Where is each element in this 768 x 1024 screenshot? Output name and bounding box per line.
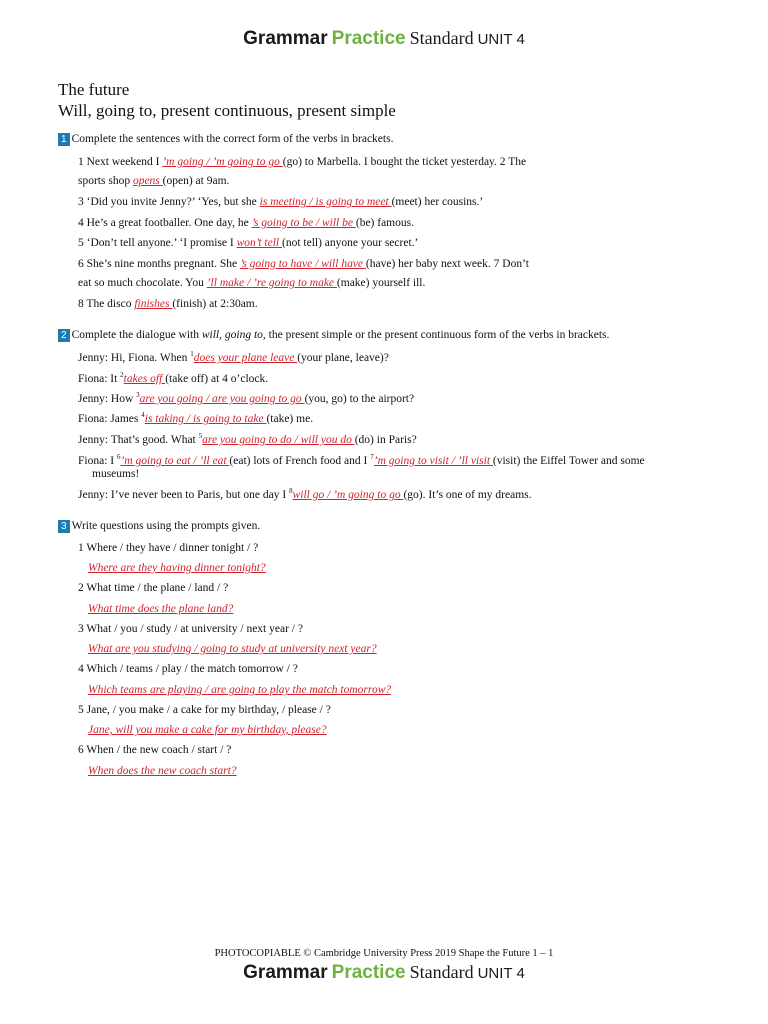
dialogue-line: Fiona: I $^6$’m going to eat / ’ll eat (eat) lots of French food and I $^7$’m going to visit / ’ll visit (visit) the Eiffel Tower and some — [78, 453, 645, 467]
header-practice: Practice — [331, 28, 406, 49]
answer-fill: ’m going to eat / ’ll eat — [120, 455, 230, 467]
answer-fill: finishes — [134, 298, 173, 310]
dialogue-line: Fiona: James $^4$is taking / is going to take (take) me. — [78, 411, 314, 425]
header-standard: Standard — [409, 28, 474, 48]
question-prompt: 3 What / you / study / at university / next year / ? — [78, 623, 303, 635]
answer-fill: ’m going to visit / ’ll visit — [373, 455, 493, 467]
answer-fill: will go / ’m going to go — [292, 489, 404, 501]
ex1-number-badge: 1 — [58, 133, 70, 146]
question-prompt: 2 What time / the plane / land / ? — [78, 582, 229, 594]
question-answer: Jane, will you make a cake for my birthday, please? — [88, 724, 327, 736]
dialogue-line: museums! — [92, 468, 140, 480]
header-unit: UNIT 4 — [477, 31, 525, 48]
question-answer: Where are they having dinner tonight? — [88, 562, 266, 574]
dialogue-line: Jenny: Hi, Fiona. When $^1$does your plane leave (your plane, leave)? — [78, 350, 389, 364]
ex1-line: 5 ‘Don’t tell anyone.’ ‘I promise I won’t tell (not tell) anyone your secret.’ — [78, 237, 419, 249]
question-prompt: 4 Which / teams / play / the match tomorrow / ? — [78, 663, 298, 675]
ex2-instruction: 2 Complete the dialogue with will, going to, the present simple or the present continuous form of the verbs in brackets. — [58, 328, 609, 342]
answer-fill: ’s going to be / will be — [251, 217, 356, 229]
answer-fill: are you going / are you going to go — [139, 393, 305, 405]
page-subtitle: Will, going to, present continuous, present simple — [58, 101, 396, 120]
ex2-number-badge: 2 — [58, 329, 70, 342]
dialogue-line: Jenny: How $^3$are you going / are you going to go (you, go) to the airport? — [78, 391, 415, 405]
answer-fill: are you going to do / will you do — [202, 434, 355, 446]
answer-fill: opens — [132, 175, 163, 187]
question-prompt: 1 Where / they have / dinner tonight / ? — [78, 542, 259, 554]
header-grammar: Grammar — [243, 962, 328, 983]
ex3-instruction: 3 Write questions using the prompts given. — [58, 519, 260, 533]
page-header — [0, 28, 768, 50]
question-prompt: 5 Jane, / you make / a cake for my birthday, / please / ? — [78, 704, 331, 716]
page-title: The future — [58, 80, 130, 99]
answer-fill: takes off — [123, 373, 166, 385]
dialogue-line: Jenny: That’s good. What $^5$are you going to do / will you do (do) in Paris? — [78, 432, 417, 446]
ex3-number-badge: 3 — [58, 520, 70, 533]
header-unit: UNIT 4 — [477, 965, 525, 982]
copyright-footer: PHOTOCOPIABLE © Cambridge University Press 2019 Shape the Future 1 – 1 — [214, 948, 554, 959]
ex1-line: sports shop opens (open) at 9am. — [78, 175, 230, 187]
ex1-line: eat so much chocolate. You ’ll make / ’re going to make (make) yourself ill. — [78, 277, 426, 289]
question-answer: When does the new coach start? — [88, 765, 237, 777]
answer-fill: won’t tell — [236, 237, 282, 249]
answer-fill: ’s going to have / will have — [239, 258, 366, 270]
question-answer: What time does the plane land? — [88, 603, 234, 615]
answer-fill: ’m going / ’m going to go — [162, 156, 283, 168]
answer-fill: does your plane leave — [193, 352, 298, 364]
header-grammar: Grammar — [243, 28, 328, 49]
ex1-line: 6 She’s nine months pregnant. She ’s going to have / will have (have) her baby next week. 7 Don’t — [78, 258, 529, 270]
header-standard: Standard — [409, 962, 474, 982]
ex1-line: 8 The disco finishes (finish) at 2:30am. — [78, 298, 258, 310]
ex1-line: 4 He’s a great footballer. One day, he ’s going to be / will be (be) famous. — [78, 217, 414, 229]
question-answer: What are you studying / going to study at university next year? — [88, 643, 377, 655]
dialogue-line: Fiona: It $^2$takes off (take off) at 4 o’clock. — [78, 371, 269, 385]
answer-fill: is meeting / is going to meet — [259, 196, 392, 208]
page-footer-header — [0, 962, 768, 984]
question-prompt: 6 When / the new coach / start / ? — [78, 744, 232, 756]
dialogue-line: Jenny: I’ve never been to Paris, but one day I $^8$will go / ’m going to go (go). It’s one of my dreams. — [78, 487, 532, 501]
answer-fill: is taking / is going to take — [144, 413, 267, 425]
ex1-line: 1 Next weekend I ’m going / ’m going to go (go) to Marbella. I bought the ticket yesterday. 2 The — [78, 156, 527, 168]
ex1-instruction: 1 Complete the sentences with the correct form of the verbs in brackets. — [58, 132, 393, 146]
header-practice: Practice — [331, 962, 406, 983]
question-answer: Which teams are playing / are going to play the match tomorrow? — [88, 684, 392, 696]
ex1-line: 3 ‘Did you invite Jenny?’ ‘Yes, but she is meeting / is going to meet (meet) her cousins.’ — [78, 196, 484, 208]
answer-fill: ’ll make / ’re going to make — [206, 277, 337, 289]
